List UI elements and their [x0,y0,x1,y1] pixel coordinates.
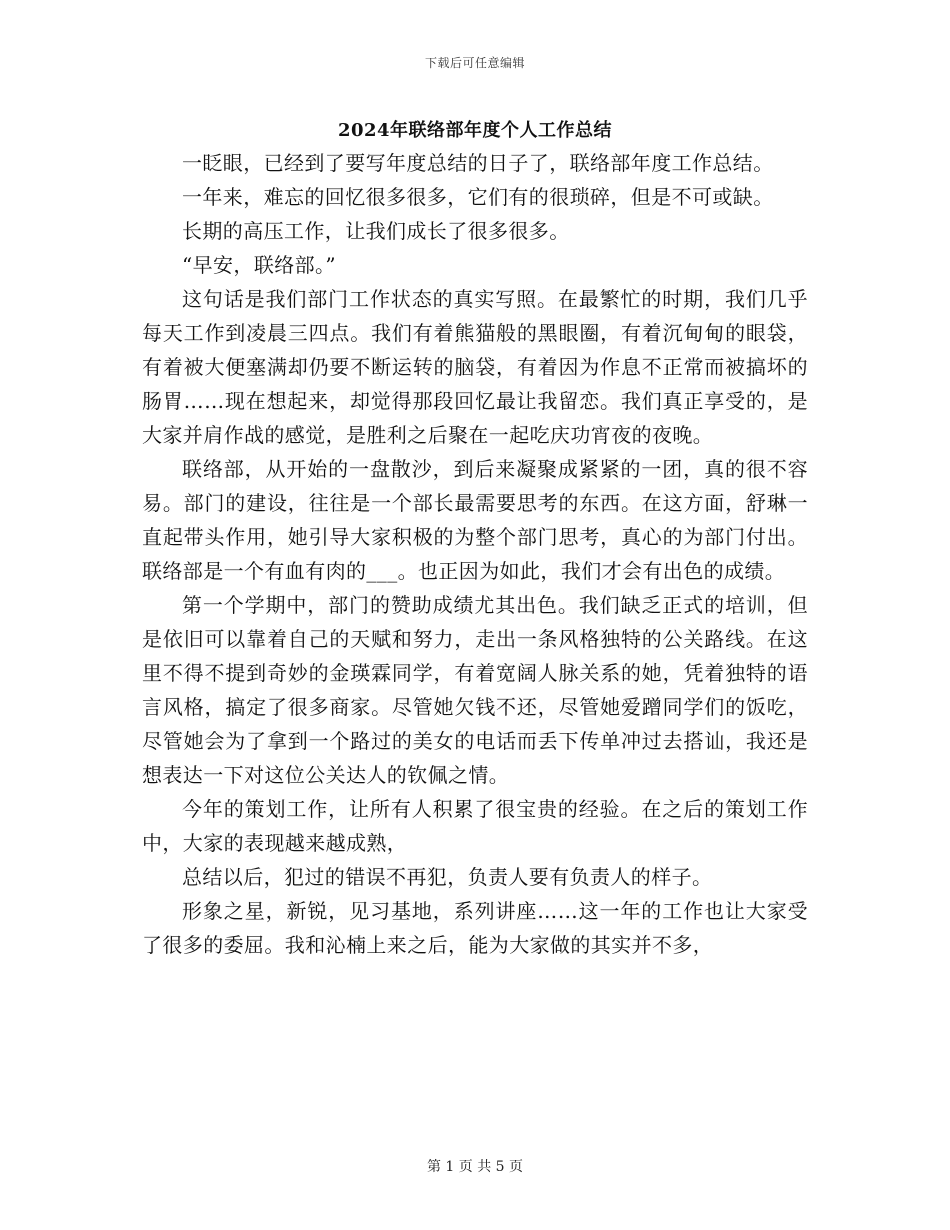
page-number: 第 1 页 共 5 页 [426,1159,524,1175]
paragraph: 第一个学期中，部门的赞助成绩尤其出色。我们缺乏正式的培训，但是依旧可以靠着自己的天赋和努力，走出一条风格独特的公关路线。在这里不得不提到奇妙的金瑛霖同学，有着宽阔人脉关系的她，凭着独特的语言风格，搞定了很多商家。尽管她欠钱不还，尽管她爱蹭同学们的饭吃，尽管她会为了拿到一个路过的美女的电话而丢下传单冲过去搭讪，我还是想表达一下对这位公关达人的钦佩之情。 [142,593,808,787]
paragraph: 长期的高压工作，让我们成长了很多很多。 [182,219,570,243]
paragraph: 总结以后，犯过的错误不再犯，负责人要有负责人的样子。 [182,865,713,889]
paragraph: 这句话是我们部门工作状态的真实写照。在最繁忙的时期，我们几乎每天工作到凌晨三四点。我们有着熊猫般的黑眼圈，有着沉甸甸的眼袋，有着被大便塞满却仍要不断运转的脑袋，有着因为作息不正常而被搞坏的肠胃……现在想起来，却觉得那段回忆最让我留恋。我们真正享受的，是大家并肩作战的感觉，是胜利之后聚在一起吃庆功宵夜的夜晚。 [142,287,808,447]
paragraph: 今年的策划工作，让所有人积累了很宝贵的经验。在之后的策划工作中，大家的表现越来越成熟， [142,797,808,855]
paragraph: 形象之星，新锐，见习基地，系列讲座……这一年的工作也让大家受了很多的委屈。我和沁楠上来之后，能为大家做的其实并不多， [142,899,808,957]
document-body [142,146,808,962]
paragraph: 联络部，从开始的一盘散沙，到后来凝聚成紧紧的一团，真的很不容易。部门的建设，往往是一个部长最需要思考的东西。在这方面，舒琳一直起带头作用，她引导大家积极的为整个部门思考，真心的为部门付出。联络部是一个有血有肉的___。也正因为如此，我们才会有出色的成绩。 [142,457,808,583]
paragraph: “早安，联络部。” [182,253,337,277]
document-title: 2024年联络部年度个人工作总结 [337,120,613,141]
paragraph: 一年来，难忘的回忆很多很多，它们有的很琐碎，但是不可或缺。 [182,185,774,209]
paragraph: 一眨眼，已经到了要写年度总结的日子了，联络部年度工作总结。 [182,151,774,175]
header-note: 下载后可任意编辑 [424,56,525,70]
